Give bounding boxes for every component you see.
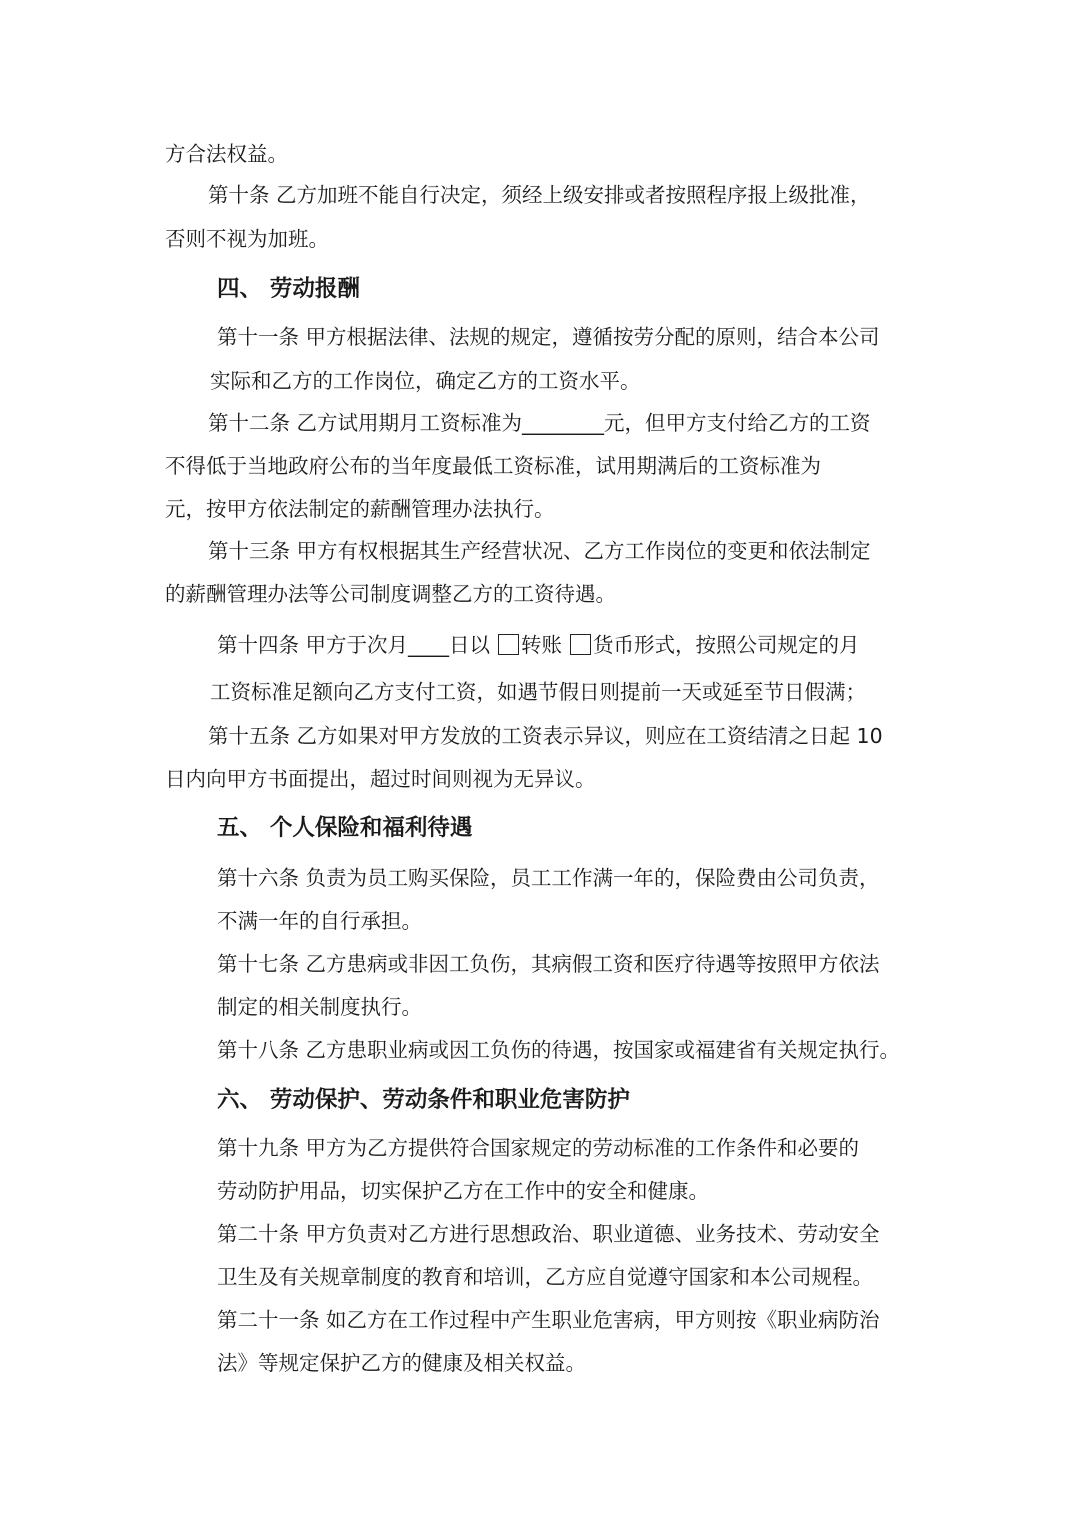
section-heading-4: 四、 劳动报酬 [217,276,360,302]
text-line: 工资标准足额向乙方支付工资，如遇节假日则提前一天或延至节日假满； [210,680,866,704]
article-11: 第十一条 甲方根据法律、法规的规定，遵循按劳分配的原则，结合本公司 [217,325,880,349]
article-17: 第十七条 乙方患病或非因工负伤，其病假工资和医疗待遇等按照甲方依法 [217,952,880,976]
text-line: 元，按甲方依法制定的薪酬管理办法执行。 [165,497,555,521]
article-18: 第十八条 乙方患职业病或因工负伤的待遇，按国家或福建省有关规定执行。 [217,1038,901,1062]
section-heading-5: 五、 个人保险和福利待遇 [217,815,473,841]
option-cash-label: 货币形式，按照公司规定的月 [593,633,860,657]
section-heading-6: 六、 劳动保护、劳动条件和职业危害防护 [217,1087,630,1113]
article-12: 第十二条 乙方试用期月工资标准为________元，但甲方支付给乙方的工资 [208,411,871,435]
article-10: 第十条 乙方加班不能自行决定，须经上级安排或者按照程序报上级批准， [208,183,871,207]
text-line: 不满一年的自行承担。 [217,909,422,933]
text-line: 劳动防护用品，切实保护乙方在工作中的安全和健康。 [217,1179,709,1203]
text-line: 卫生及有关规章制度的教育和培训，乙方应自觉遵守国家和本公司规程。 [217,1265,873,1289]
checkbox-transfer[interactable] [498,634,519,655]
article-21: 第二十一条 如乙方在工作过程中产生职业危害病，甲方则按《职业病防治 [217,1308,880,1332]
article-20: 第二十条 甲方负责对乙方进行思想政治、职业道德、业务技术、劳动安全 [217,1222,880,1246]
article-14-prefix: 第十四条 甲方于次月____日以 [217,633,491,657]
article-13: 第十三条 甲方有权根据其生产经营状况、乙方工作岗位的变更和依法制定 [208,539,871,563]
text-line: 法》等规定保护乙方的健康及相关权益。 [217,1351,586,1375]
article-14 [217,632,860,658]
text-line: 不得低于当地政府公布的当年度最低工资标准，试用期满后的工资标准为 [165,454,821,478]
checkbox-cash[interactable] [570,634,591,655]
text-line: 的薪酬管理办法等公司制度调整乙方的工资待遇。 [165,582,616,606]
article-15: 第十五条 乙方如果对甲方发放的工资表示异议，则应在工资结清之日起 10 [208,724,883,748]
text-line: 否则不视为加班。 [165,227,329,251]
option-transfer-label: 转账 [521,633,563,657]
article-19: 第十九条 甲方为乙方提供符合国家规定的劳动标准的工作条件和必要的 [217,1136,860,1160]
text-line: 制定的相关制度执行。 [217,995,422,1019]
text-line: 日内向甲方书面提出，超过时间则视为无异议。 [165,767,596,791]
text-line: 方合法权益。 [165,142,288,166]
text-line: 实际和乙方的工作岗位，确定乙方的工资水平。 [210,369,641,393]
article-16: 第十六条 负责为员工购买保险，员工工作满一年的，保险费由公司负责， [217,866,880,890]
